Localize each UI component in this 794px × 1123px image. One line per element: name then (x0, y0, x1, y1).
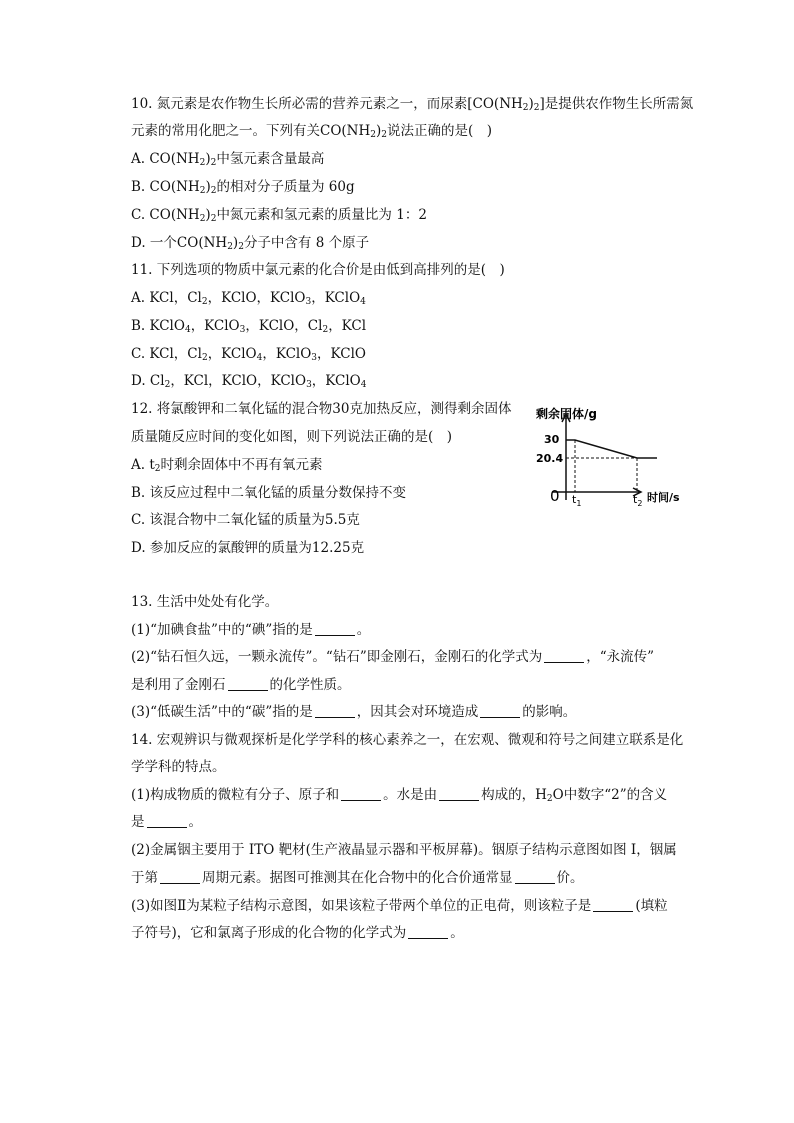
answer-blank[interactable] (439, 788, 479, 801)
q11-option-b[interactable]: B. KClO$_4$，KClO$_3$，KClO，$Cl_2$，KCl (131, 318, 367, 335)
answer-blank[interactable] (315, 623, 355, 636)
q12-option-b[interactable]: B. 该反应过程中二氧化锰的质量分数保持不变 (131, 485, 407, 501)
answer-blank[interactable] (160, 871, 200, 884)
q14-part3-line2: 子符号)，它和氯离子形成的化合物的化学式为 。 (131, 925, 464, 941)
q14-part1-line1: (1)构成物质的微粒有分子、原子和 。水是由 构成的，$H_2O$中数字“2”的含义 (131, 787, 668, 804)
answer-blank[interactable] (480, 705, 520, 718)
answer-blank[interactable] (228, 678, 268, 691)
q13-part2-line2: 是利用了金刚石 的化学性质。 (131, 677, 351, 693)
q12-option-a[interactable]: A. $t_2$时剩余固体中不再有氧元素 (131, 457, 323, 474)
tick-label-t1: $t_1$ (572, 493, 582, 507)
mass-time-graph (530, 402, 705, 507)
q14-stem-line1: 14. 宏观辨识与微观探析是化学学科的核心素养之一，在宏观、微观和符号之间建立联系是化 (131, 732, 684, 748)
q10-option-c[interactable]: C. $CO(NH_2)_2$中氮元素和氢元素的质量比为 1：2 (131, 207, 427, 224)
q10-stem-line1: 10. 氮元素是农作物生长所必需的营养元素之一，而尿素$[CO(NH_2)_2]$是提供农作物生长所需氮 (131, 96, 694, 113)
q13-part2-line1: (2)“钻石恒久远，一颗永流传”。“钻石”即金刚石，金刚石的化学式为 ，“永流传” (131, 649, 655, 665)
answer-blank[interactable] (515, 871, 555, 884)
q11-option-c[interactable]: C. KCl，$Cl_2$，KClO$_4$，KClO$_3$，KClO (131, 346, 366, 363)
q10-option-d[interactable]: D. 一个$CO(NH_2)_2$分子中含有 8 个原子 (131, 235, 370, 252)
q14-part2-line1: (2)金属铟主要用于 ITO 靶材(生产液晶显示器和平板屏幕)。铟原子结构示意图如图 I，铟属 (131, 842, 677, 858)
q11-option-d[interactable]: D. $Cl_2$，KCl，KClO，KClO$_3$，KClO$_4$ (131, 373, 367, 390)
q10-option-a[interactable]: A. $CO(NH_2)_2$中氢元素含量最高 (131, 151, 325, 168)
graph-x-label: 时间/s (647, 491, 680, 504)
tick-label-20-4: 20.4 (536, 452, 564, 465)
q13-part1: (1)“加碘食盐”中的“碘”指的是 。 (131, 622, 371, 638)
q14-part1-line2: 是 。 (131, 814, 202, 830)
q14-part3-line1: (3)如图Ⅱ为某粒子结构示意图，如果该粒子带两个单位的正电荷，则该粒子是 (填粒 (131, 898, 668, 914)
answer-blank[interactable] (593, 899, 633, 912)
q13-part3: (3)“低碳生活”中的“碳”指的是 ，因其会对环境造成 的影响。 (131, 704, 577, 720)
q14-stem-line2: 学学科的特点。 (131, 759, 226, 775)
mass-curve (566, 440, 657, 458)
q14-part2-line2: 于第 周期元素。据图可推测其在化合物中的化合价通常显 价。 (131, 870, 584, 886)
answer-blank[interactable] (341, 788, 381, 801)
graph-origin: 0 (550, 487, 560, 505)
answer-blank[interactable] (544, 650, 584, 663)
q11-option-a[interactable]: A. KCl，$Cl_2$，KClO，KClO$_3$，KClO$_4$ (131, 290, 366, 307)
answer-blank[interactable] (147, 815, 187, 828)
answer-blank[interactable] (315, 705, 355, 718)
q10-option-b[interactable]: B. $CO(NH_2)_2$的相对分子质量为 60g (131, 179, 355, 196)
tick-label-t2: $t_2$ (633, 493, 643, 507)
q12-stem-line2: 质量随反应时间的变化如图，则下列说法正确的是( ) (131, 429, 453, 445)
tick-label-30: 30 (544, 433, 560, 446)
q12-option-d[interactable]: D. 参加反应的氯酸钾的质量为12.25克 (131, 540, 365, 556)
q13-stem: 13. 生活中处处有化学。 (131, 594, 279, 610)
q12-option-c[interactable]: C. 该混合物中二氧化锰的质量为5.5克 (131, 512, 360, 528)
q11-stem: 11. 下列选项的物质中氯元素的化合价是由低到高排列的是( ) (131, 262, 505, 278)
q12-stem-line1: 12. 将氯酸钾和二氧化锰的混合物30克加热反应，测得剩余固体 (131, 401, 512, 417)
answer-blank[interactable] (408, 926, 448, 939)
graph-y-label: 剩余固体/g (536, 407, 597, 421)
q10-stem-line2: 元素的常用化肥之一。下列有关$CO(NH_2)_2$说法正确的是( ) (131, 123, 493, 140)
